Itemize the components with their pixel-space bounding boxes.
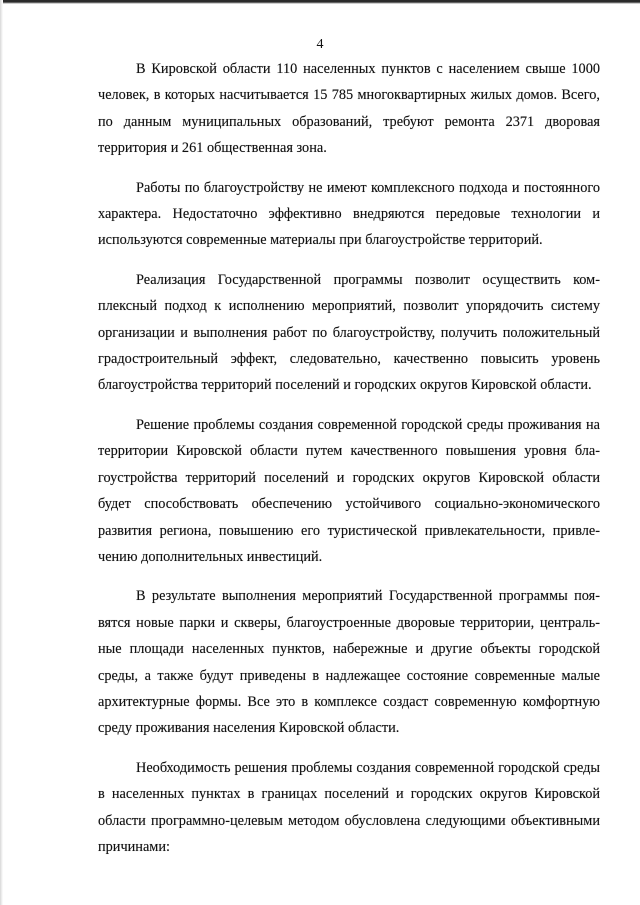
- paragraph-expected-results: В результате выполнения мероприятий Государственной программы появятся новые парки и скверы, благоустроенные дворовые территории, центральные площади населенных пунктов, набережные и другие объекты городской среды, а также будут приведены в надлежащее состояние современные малые архитектурные формы. Все это в комплексе создаст современную комфортную среду проживания населения Кировской области.: [98, 588, 600, 737]
- paragraph-necessity-reasons: Необходимость решения проблемы создания современной городской среды в населенных пунктах в границах поселений и городских округов Кировской области программно-целевым методом обусловлена следующими объективными причинами:: [98, 759, 600, 855]
- paragraph-improvement-works: Работы по благоустройству не имеют комплексного подхода и постоянного характера. Недостаточно эффективно внедряются передовые технологии и используются современные материалы при благоустройстве территорий.: [98, 179, 600, 249]
- scan-top-border: [0, 0, 640, 4]
- paragraph-settlements-statistics: В Кировской области 110 населенных пунктов с населением свыше 1000 человек, в которых насчитывается 15 785 многоквартирных жилых домов. Всего, по данным муниципальных образований, требуют ремонта 2371 дворовая территория и 261 общественная зона.: [98, 61, 600, 157]
- document-body: [98, 56, 600, 860]
- scan-left-edge: [0, 0, 3, 905]
- page-number: 4: [316, 37, 324, 52]
- paragraph-program-implementation: Реализация Государственной программы позволит осуществить комплексный подход к исполнению мероприятий, позволит упорядочить систему организации и выполнения работ по благоустройству, получить положительный градостроительный эффект, следовательно, качественно повысить уровень благоустройства территорий поселений и городских округов Кировской области.: [98, 271, 600, 394]
- paragraph-urban-environment-solution: Решение проблемы создания современной городской среды проживания на территории Кировской области путем качественного повышения уровня благоустройства территорий поселений и городских округов Кировской области будет способствовать обеспечению устойчивого социально-экономического развития региона, повышению его туристической привлекательности, привлечению дополнительных инвестиций.: [98, 416, 600, 565]
